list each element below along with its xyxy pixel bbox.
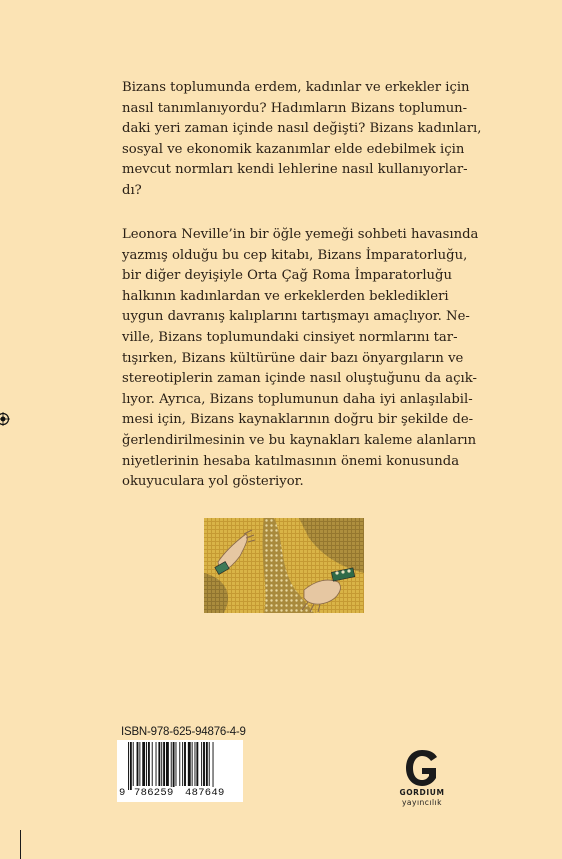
blurb-line: okuyuculara yol gösteriyor. bbox=[122, 474, 304, 490]
barcode-bar bbox=[171, 742, 172, 790]
registration-mark-icon bbox=[0, 412, 10, 426]
isbn-number: ISBN-978-625-94876-4-9 bbox=[121, 726, 246, 738]
isbn-barcode bbox=[117, 740, 243, 802]
barcode-bar bbox=[188, 742, 191, 786]
blurb-line: mesi için, Bizans kaynaklarının doğru bir şekilde de- bbox=[122, 412, 474, 428]
blurb-line: dı? bbox=[122, 182, 142, 198]
barcode-bar bbox=[139, 742, 140, 786]
blurb-line: Leonora Neville’in bir öğle yemeği sohbeti havasında bbox=[122, 227, 479, 242]
barcode-bar bbox=[166, 742, 169, 786]
barcode-bar bbox=[195, 742, 196, 786]
blurb-line: daki yeri zaman içinde nasıl değişti? Bizans kadınları, bbox=[122, 121, 482, 137]
barcode-bar bbox=[203, 742, 205, 786]
barcode-bar bbox=[163, 742, 165, 786]
barcode-bar bbox=[201, 742, 202, 786]
barcode-bar bbox=[133, 742, 134, 786]
blurb-line: halkının kadınlardan ve erkeklerden bekledikleri bbox=[122, 288, 449, 304]
barcode-bar bbox=[213, 742, 214, 790]
barcode-bar bbox=[148, 742, 150, 786]
barcode-bar bbox=[142, 742, 145, 786]
publisher-subtitle: yayıncılık bbox=[401, 798, 443, 807]
barcode-bar bbox=[130, 742, 132, 790]
barcode-bar bbox=[176, 742, 177, 786]
blurb-line: uygun davranış kalıplarını tartışmayı amaçlıyor. Ne- bbox=[122, 309, 470, 325]
barcode-bar bbox=[158, 742, 160, 786]
blurb-line: tışırken, Bizans kültürüne dair bazı önyargıların ve bbox=[122, 350, 464, 366]
barcode-bar bbox=[182, 742, 183, 786]
blurb-line: niyetlerinin hesaba katılmasının önemi konusunda bbox=[122, 453, 460, 469]
blurb-paragraph-2 bbox=[122, 225, 479, 493]
barcode-digit-first: 9 bbox=[119, 787, 126, 799]
barcode-bar bbox=[209, 742, 210, 786]
barcode-bar bbox=[156, 742, 157, 786]
barcode-bar bbox=[137, 742, 139, 786]
blurb-line: ville, Bizans toplumundaki cinsiyet normlarını tar- bbox=[122, 329, 458, 345]
barcode-bar bbox=[146, 742, 147, 786]
barcode-bar bbox=[206, 742, 208, 786]
blurb-line: mevcut normları kendi lehlerine nasıl kullanıyorlar- bbox=[122, 162, 468, 178]
barcode-bar bbox=[152, 742, 153, 786]
barcode-bar bbox=[128, 742, 129, 790]
blurb-line: bir diğer deyişiyle Orta Çağ Roma İmparatorluğu bbox=[122, 268, 452, 284]
barcode-bar bbox=[192, 742, 193, 786]
gordium-knot-icon bbox=[404, 748, 440, 788]
crop-mark bbox=[20, 830, 21, 859]
barcode-bar bbox=[179, 742, 180, 786]
blurb-line: nasıl tanımlanıyordu? Hadımların Bizans toplumun- bbox=[122, 100, 468, 116]
blurb-line: Bizans toplumunda erdem, kadınlar ve erkekler için bbox=[122, 80, 470, 95]
barcode-bar bbox=[161, 742, 162, 786]
blurb-line: ğerlendirilmesinin ve bu kaynakları kaleme alanların bbox=[122, 432, 477, 448]
blurb-line: lıyor. Ayrıca, Bizans toplumunun daha iyi anlaşılabil- bbox=[122, 391, 473, 407]
blurb-line: yazmış olduğu bu cep kitabı, Bizans İmparatorluğu, bbox=[122, 247, 468, 263]
barcode-bar bbox=[196, 742, 198, 786]
blurb-line: stereotiplerin zaman içinde nasıl oluştuğunu da açık- bbox=[122, 371, 477, 387]
publisher-name: GORDIUM bbox=[399, 788, 445, 797]
barcode-bar bbox=[184, 742, 186, 786]
barcode-digits-left: 786259 bbox=[134, 787, 174, 799]
barcode-bar bbox=[173, 742, 175, 790]
blurb-paragraph-1 bbox=[122, 78, 482, 202]
byzantine-mosaic-image bbox=[204, 518, 364, 613]
publisher-logo bbox=[394, 748, 450, 810]
blurb-line: sosyal ve ekonomik kazanımlar elde edebilmek için bbox=[122, 141, 465, 157]
barcode-digits-right: 487649 bbox=[185, 787, 225, 799]
